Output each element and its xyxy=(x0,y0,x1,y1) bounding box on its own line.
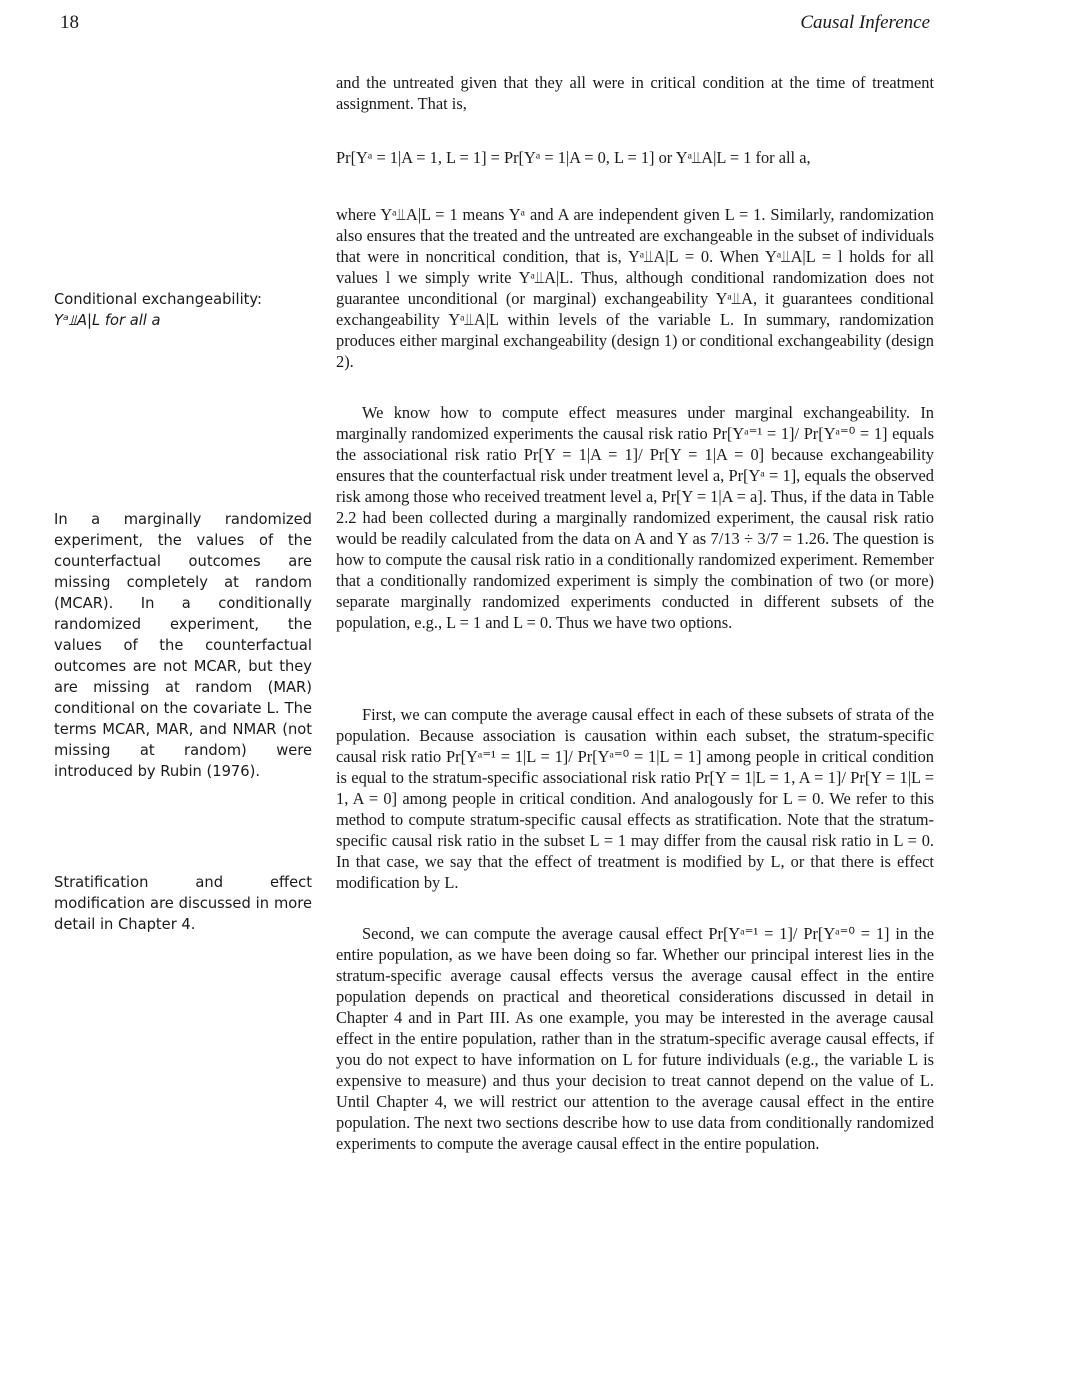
margin-note-stratification: Stratification and effect modification are discussed in more detail in Chapter 4. xyxy=(54,874,312,933)
margin-note-formula: Yᵃ⫫A|L for all a xyxy=(54,312,161,329)
main-text-para2: where Yᵃ⫫A|L = 1 means Yᵃ and A are independent given L = 1. Similarly, randomization also ensures that the treated and the untreated are exchangeable in the subset of individuals that were in noncritical condition, that is, Yᵃ⫫A|L = 0. When Yᵃ⫫A|L = l holds for all values l we simply write Yᵃ⫫A|L. Thus, although conditional randomization does not guarantee unconditional (or marginal) exchangeability Yᵃ⫫A, it guarantees conditional exchangeability Yᵃ⫫A|L within levels of the variable L. In summary, randomization produces either marginal exchangeability (design 1) or conditional exchangeability (design 2). xyxy=(336,205,934,371)
margin-note-conditional-exchangeability xyxy=(54,289,312,331)
exchangeability-equation: Pr[Yᵃ = 1|A = 1, L = 1] = Pr[Yᵃ = 1|A = 0, L = 1] or Yᵃ⫫A|L = 1 for all a, xyxy=(336,148,811,167)
margin-note-mcar-mar: In a marginally randomized experiment, the values of the counterfactual outcomes are missing completely at random (MCAR). In a conditionally randomized experiment, the values of the counterfactual outcomes are not MCAR, but they are missing at random (MAR) conditional on the covariate L. The terms MCAR, MAR, and NMAR (not missing at random) were introduced by Rubin (1976). xyxy=(54,511,312,780)
main-text-para4: First, we can compute the average causal effect in each of these subsets of strata of the population. Because association is causation within each subset, the stratum-specific causal risk ratio Pr[Yᵃ⁼¹ = 1|L = 1]/ Pr[Yᵃ⁼⁰ = 1|L = 1] among people in critical condition is equal to the stratum-specific associational risk ratio Pr[Y = 1|L = 1, A = 1]/ Pr[Y = 1|L = 1, A = 0] among people in critical condition. And analogously for L = 0. We refer to this method to compute stratum-specific causal effects as stratification. Note that the stratum-specific causal risk ratio in the subset L = 1 may differ from the causal risk ratio in L = 0. In that case, we say that the effect of treatment is modified by L, or that there is effect modification by L. xyxy=(336,705,934,892)
main-text-para5: Second, we can compute the average causal effect Pr[Yᵃ⁼¹ = 1]/ Pr[Yᵃ⁼⁰ = 1] in the entire population, as we have been doing so far. Whether our principal interest lies in the stratum-specific average causal effects versus the average causal effect in the entire population depends on practical and theoretical considerations discussed in detail in Chapter 4 and in Part III. As one example, you may be interested in the average causal effect in the entire population, rather than in the stratum-specific average causal effects, if you do not expect to have information on L for future individuals (e.g., the variable L is expensive to measure) and thus your decision to treat cannot depend on the value of L. Until Chapter 4, we will restrict our attention to the average causal effect in the entire population. The next two sections describe how to use data from conditionally randomized experiments to compute the average causal effect in the entire population. xyxy=(336,924,934,1153)
main-text-para1: and the untreated given that they all were in critical condition at the time of treatment assignment. That is, xyxy=(336,73,934,113)
margin-note-title: Conditional exchangeability: xyxy=(54,291,262,308)
main-text-para3: We know how to compute effect measures under marginal exchangeability. In marginally randomized experiments the causal risk ratio Pr[Yᵃ⁼¹ = 1]/ Pr[Yᵃ⁼⁰ = 1] equals the associational risk ratio Pr[Y = 1|A = 1]/ Pr[Y = 1|A = 0] because exchangeability ensures that the counterfactual risk under treatment level a, Pr[Yᵃ = 1], equals the observed risk among those who received treatment level a, Pr[Y = 1|A = a]. Thus, if the data in Table 2.2 had been collected during a marginally randomized experiment, the causal risk ratio would be readily calculated from the data on A and Y as 7/13 ÷ 3/7 = 1.26. The question is how to compute the causal risk ratio in a conditionally randomized experiment. Remember that a conditionally randomized experiment is simply the combination of two (or more) separate marginally randomized experiments conducted in different subsets of the population, e.g., L = 1 and L = 0. Thus we have two options. xyxy=(336,403,934,632)
page-number: 18 xyxy=(60,12,79,33)
running-title: Causal Inference xyxy=(800,12,930,33)
